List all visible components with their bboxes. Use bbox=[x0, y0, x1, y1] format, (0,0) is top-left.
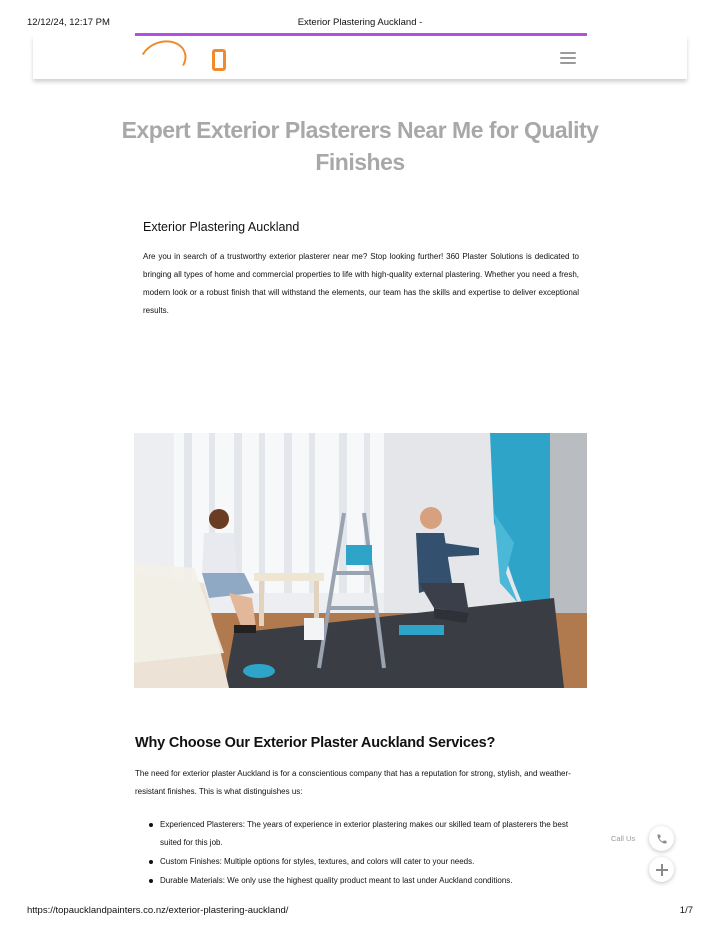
print-date: 12/12/24, 12:17 PM bbox=[27, 17, 110, 28]
plus-button[interactable] bbox=[649, 857, 674, 882]
plus-icon bbox=[656, 864, 668, 876]
print-url: https://topaucklandpainters.co.nz/exterior-plastering-auckland/ bbox=[27, 905, 289, 916]
list-item: Custom Finishes: Multiple options for styles, textures, and colors will cater to your needs. bbox=[147, 853, 587, 871]
call-us-label: Call Us bbox=[611, 834, 636, 843]
why-paragraph: The need for exterior plaster Auckland is for a conscientious company that has a reputation for strong, stylish, and weather-resistant finishes. This is what distinguishes us: bbox=[135, 769, 571, 796]
list-item: Durable Materials: We only use the highest quality product meant to last under Auckland conditions. bbox=[147, 872, 587, 890]
call-button[interactable] bbox=[649, 826, 674, 851]
why-bullet-list bbox=[147, 816, 587, 891]
painting-room-photo bbox=[134, 433, 587, 688]
page-title: Expert Exterior Plasterers Near Me for Quality Finishes bbox=[121, 117, 599, 175]
hamburger-menu-icon[interactable] bbox=[560, 52, 576, 64]
site-header bbox=[33, 36, 687, 79]
print-page-number: 1/7 bbox=[679, 905, 693, 916]
why-heading: Why Choose Our Exterior Plaster Auckland Services? bbox=[135, 735, 496, 751]
list-item: Experienced Plasterers: The years of experience in exterior plastering makes our skilled team of plasterers the best suited for this job. bbox=[147, 816, 587, 852]
print-title: Exterior Plastering Auckland - bbox=[297, 17, 423, 28]
phone-icon bbox=[656, 833, 668, 845]
intro-paragraph: Are you in search of a trustworthy exterior plasterer near me? Stop looking further! 360 Plaster Solutions is dedicated to bringing all types of home and commercial properties to life with high-quality external plastering. Whether you need a fresh, modern look or a robust finish that will withstand the elements, our team has the skills and expertise to deliver exceptional results. bbox=[143, 252, 579, 315]
360-logo-icon[interactable] bbox=[139, 41, 229, 77]
intro-heading: Exterior Plastering Auckland bbox=[143, 220, 300, 234]
print-header bbox=[27, 17, 693, 31]
